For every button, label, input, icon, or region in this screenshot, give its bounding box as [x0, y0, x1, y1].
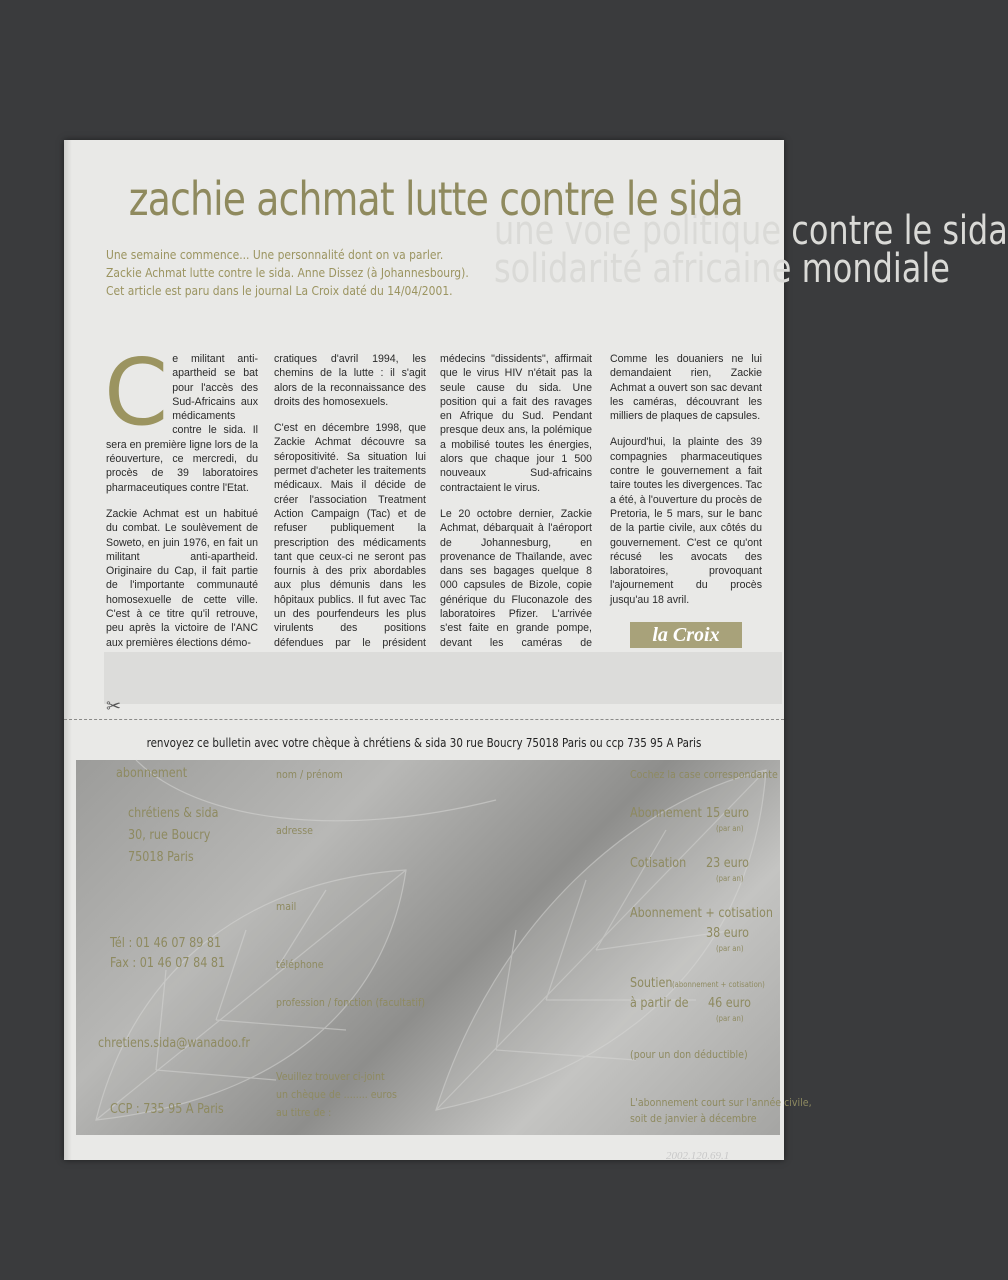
- option-abonnement-price: 15 euro: [706, 806, 749, 821]
- paragraph: Zackie Achmat est un habitué du combat. Le soulèvement de Soweto, en juin 1976, en fait un militant anti-apartheid. Originaire du Cap, il fait partie de l'importante communauté homosexuelle de cette ville. C'est à ce titre qu'il retrouve, peu après la victoire de l'ANC aux premières élections démo-: [106, 507, 258, 649]
- column-3: [440, 352, 592, 691]
- column-2: [274, 352, 426, 691]
- option-combo-price: 38 euro: [706, 926, 749, 941]
- org-street: 30, rue Boucry: [128, 828, 211, 843]
- option-cotisation[interactable]: Cotisation: [630, 856, 687, 871]
- org-email: chretiens.sida@wanadoo.fr: [98, 1036, 250, 1051]
- org-city: 75018 Paris: [128, 850, 194, 865]
- paragraph: C'est en décembre 1998, que Zackie Achmat découvre sa séropositivité. Sa situation lui permet d'acheter les traitements médicaux. Mais il décide de créer l'association Treatment Action Campaign (Tac) et de refuser publiquement la prescription des médicaments tant que ceux-ci ne seront pas fournis à des prix abordables aux plus démunis dans les hôpitaux publics. Il fut avec Tac un des pourfendeurs les plus virulents des positions défendues par le président: [274, 422, 426, 649]
- intro-line: Cet article est paru dans le journal La Croix daté du 14/04/2001.: [106, 283, 453, 298]
- footnote: L'abonnement court sur l'année civile,: [630, 1096, 812, 1109]
- org-phone: Tél : 01 46 07 89 81: [110, 936, 222, 951]
- cheque-line: Veuillez trouver ci-joint: [276, 1070, 385, 1083]
- column-4: [610, 352, 762, 619]
- paragraph: médecins "dissidents", affirmait que le virus HIV n'était pas la seule cause du sida. Une position qui a fait des ravages en Afrique du Sud. Pendant presque deux ans, la polémique a mobilisé toutes les énergies, alors que chaque jour 1 500 nouveaux Sud-africains contractaient le virus.: [440, 353, 592, 494]
- la-croix-logo: la Croix: [630, 622, 742, 648]
- options-heading: Cochez la case correspondante: [630, 768, 778, 781]
- newsletter-page: [64, 140, 1008, 1160]
- paragraph: Aujourd'hui, la plainte des 39 compagnies pharmaceutiques contre le gouvernement a fait taire toutes les divergences. Tac a été, à l'ouverture du procès de Pretoria, le 5 mars, sur le banc de la partie civile, aux côtés du gouvernement. C'est ce qu'ont récusé les avocats des laboratoires, provoquant l'ajournement du procès jusqu'au 18 avril.: [610, 436, 762, 606]
- intro-line: Zackie Achmat lutte contre le sida. Anne Dissez (à Johannesbourg).: [106, 265, 469, 280]
- article-intro: [106, 246, 469, 300]
- field-address-label[interactable]: adresse: [276, 824, 313, 837]
- gray-band: [104, 652, 782, 704]
- field-profession-label[interactable]: profession / fonction (facultatif): [276, 996, 426, 1009]
- option-cotisation-price: 23 euro: [706, 856, 749, 871]
- field-phone-label[interactable]: téléphone: [276, 958, 324, 971]
- option-combo[interactable]: Abonnement + cotisation: [630, 906, 773, 921]
- cut-line: [64, 719, 784, 720]
- field-name-label[interactable]: nom / prénom: [276, 768, 343, 781]
- option-note: (par an): [716, 824, 744, 833]
- option-note: (par an): [716, 874, 744, 883]
- coupon-heading: abonnement: [116, 766, 188, 781]
- scissors-icon: ✂: [106, 696, 122, 716]
- coupon-instruction: renvoyez ce bulletin avec votre chèque à chrétiens & sida 30 rue Boucry 75018 Paris ou ccp 735 95 A Paris: [146, 736, 702, 750]
- option-soutien[interactable]: Soutien: [630, 976, 673, 991]
- gift-note: (pour un don déductible): [630, 1048, 748, 1061]
- article-title: zachie achmat lutte contre le sida: [128, 172, 743, 226]
- footnote: soit de janvier à décembre: [630, 1112, 757, 1125]
- org-fax: Fax : 01 46 07 84 81: [110, 956, 226, 971]
- show-through-text: une voie politique contre le sida solidarité africaine mondiale: [494, 208, 1008, 292]
- option-note: (par an): [716, 944, 744, 953]
- org-name: chrétiens & sida: [128, 806, 219, 821]
- drop-cap: C: [104, 339, 169, 446]
- column-1: [104, 339, 258, 662]
- field-email-label[interactable]: mail: [276, 900, 297, 913]
- option-note: (par an): [716, 1014, 744, 1023]
- subscription-coupon: [76, 760, 812, 1135]
- org-ccp: CCP : 735 95 A Paris: [110, 1102, 224, 1117]
- option-soutien-sub: (abonnement + cotisation): [672, 980, 765, 989]
- option-soutien-price: 46 euro: [708, 996, 751, 1011]
- paragraph: Le 20 octobre dernier, Zackie Achmat, débarquait à l'aéroport de Johannesburg, en provenance de Thaïlande, avec dans ses bagages quelque 8 000 capsules de Bizole, copie générique du Fluconazole des laboratoires Pfizer. L'arrivée s'est faite en grande pompe, devant les caméras de: [440, 507, 592, 649]
- cheque-line: au titre de :: [276, 1106, 332, 1119]
- paragraph: Comme les douaniers ne lui demandaient rien, Zackie Achmat a ouvert son sac devant les caméras, découvrant les milliers de plaques de capsules.: [610, 353, 762, 423]
- cheque-line[interactable]: un chèque de ........ euros: [276, 1088, 397, 1101]
- paragraph: cratiques d'avril 1994, les chemins de la lutte : il s'agit alors de la reconnaissance des droits des homosexuels.: [274, 353, 426, 408]
- option-soutien-prefix: à partir de: [630, 996, 689, 1011]
- paragraph: e militant anti-apartheid se bat pour l'accès des Sud-Africains aux médicaments contre le sida. Il sera en première ligne lors de la réouverture, ce mercredi, du procès de 39 laboratoires pharmaceutiques contre l'Etat.: [106, 353, 258, 494]
- option-abonnement[interactable]: Abonnement: [630, 806, 702, 821]
- catalog-number: 2002.120.69.1: [666, 1150, 730, 1162]
- intro-line: Une semaine commence... Une personnalité dont on va parler.: [106, 247, 444, 262]
